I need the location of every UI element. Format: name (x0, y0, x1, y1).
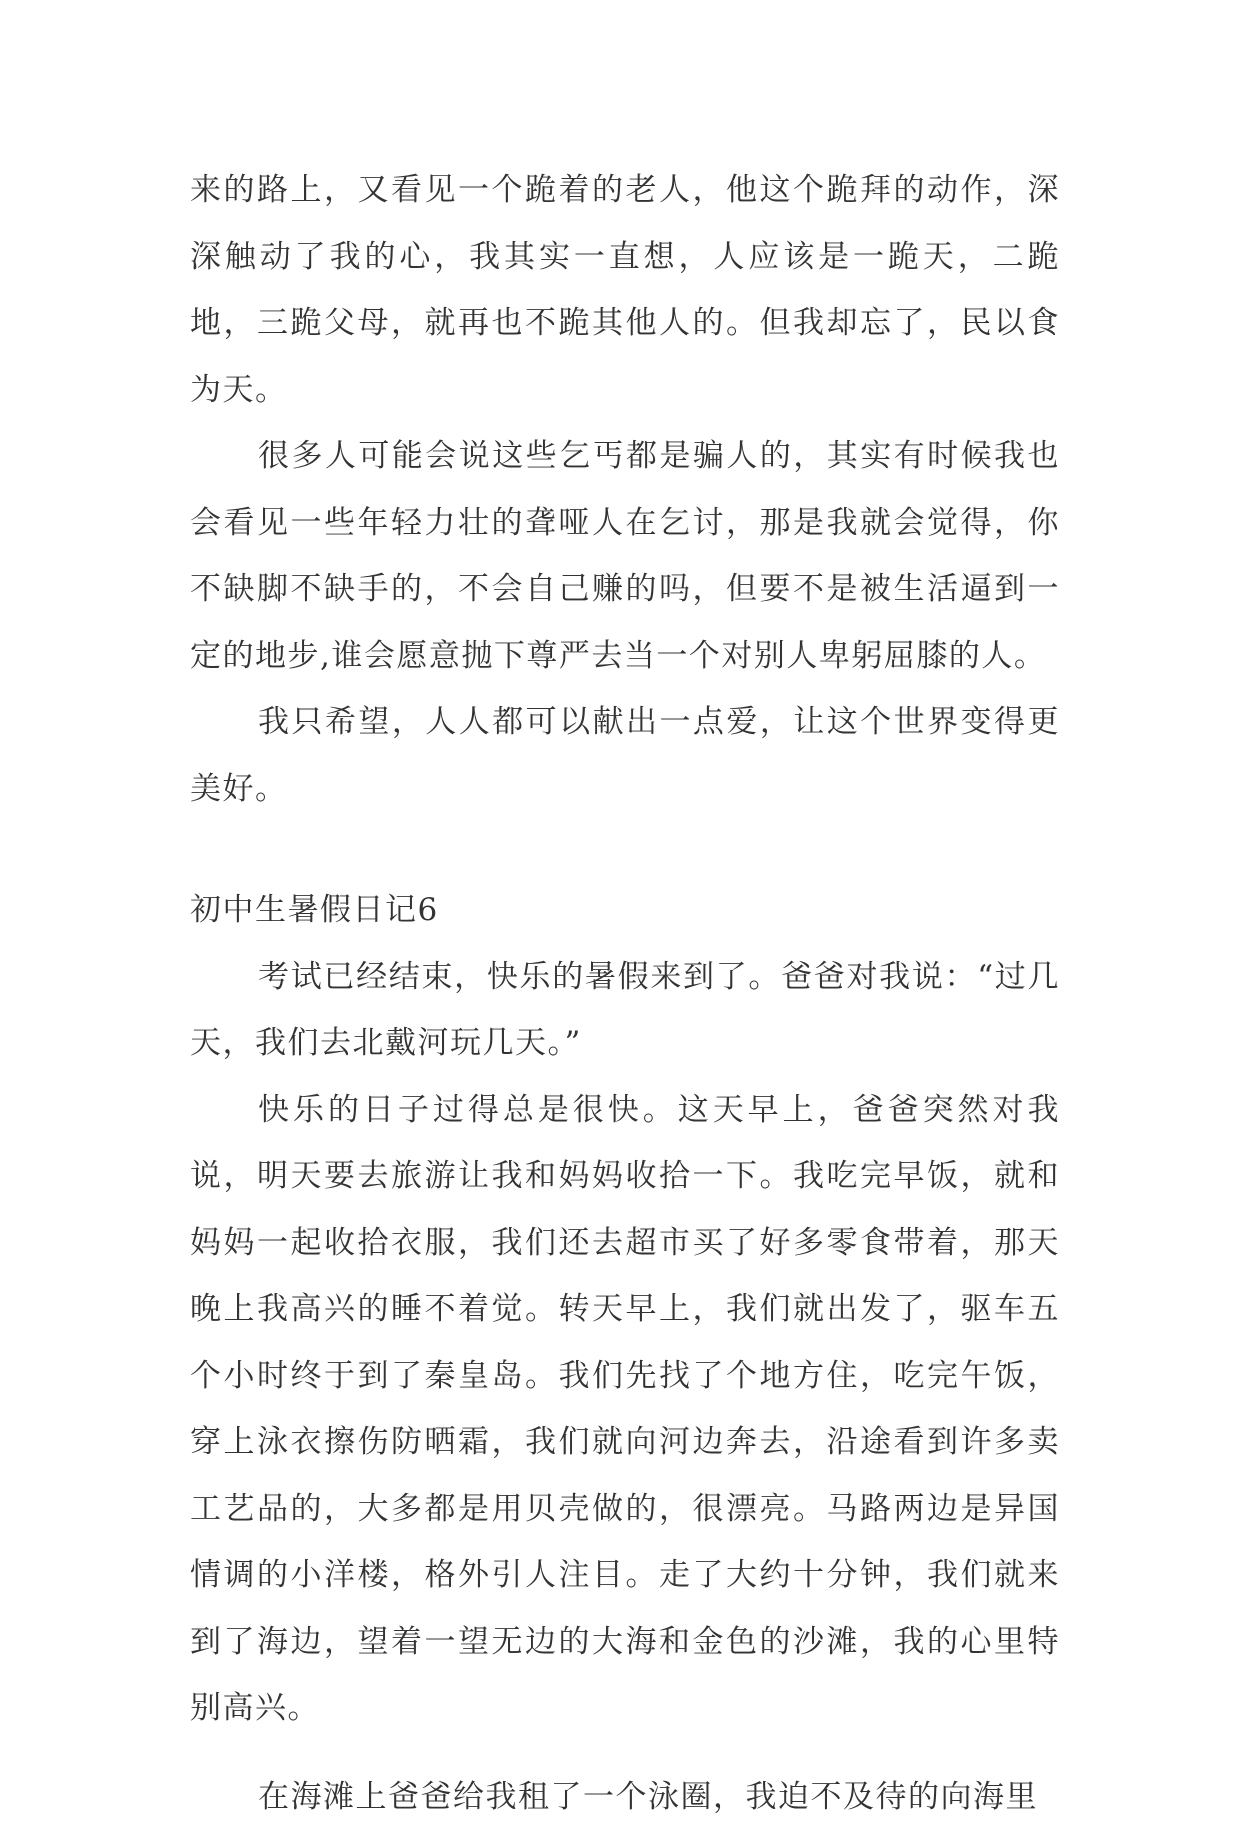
paragraph: 考试已经结束，快乐的暑假来到了。爸爸对我说：“过几天，我们去北戴河玩几天。” (190, 944, 1060, 1077)
paragraph-continued: 来的路上，又看见一个跪着的老人，他这个跪拜的动作，深深触动了我的心，我其实一直想，人应该是一跪天，二跪地，三跪父母，就再也不跪其他人的。但我却忘了，民以食为天。 (190, 157, 1060, 423)
section-title: 初中生暑假日记6 (190, 877, 1060, 944)
paragraph: 在海滩上爸爸给我租了一个泳圈，我迫不及待的向海里 (190, 1764, 1060, 1830)
paragraph: 快乐的日子过得总是很快。这天早上，爸爸突然对我说，明天要去旅游让我和妈妈收拾一下。我吃完早饭，就和妈妈一起收拾衣服，我们还去超市买了好多零食带着，那天晚上我高兴的睡不着觉。转天早上，我们就出发了，驱车五个小时终于到了秦皇岛。我们先找了个地方住，吃完午饭，穿上泳衣擦伤防晒霜，我们就向河边奔去，沿途看到许多卖工艺品的，大多都是用贝壳做的，很漂亮。马路两边是异国情调的小洋楼，格外引人注目。走了大约十分钟，我们就来到了海边，望着一望无边的大海和金色的沙滩，我的心里特别高兴。 (190, 1077, 1060, 1742)
document-body (190, 157, 1060, 1830)
paragraph: 我只希望，人人都可以献出一点爱，让这个世界变得更美好。 (190, 689, 1060, 822)
paragraph: 很多人可能会说这些乞丐都是骗人的，其实有时候我也会看见一些年轻力壮的聋哑人在乞讨，那是我就会觉得，你不缺脚不缺手的，不会自己赚的吗，但要不是被生活逼到一定的地步,谁会愿意抛下尊严去当一个对别人卑躬屈膝的人。 (190, 423, 1060, 689)
